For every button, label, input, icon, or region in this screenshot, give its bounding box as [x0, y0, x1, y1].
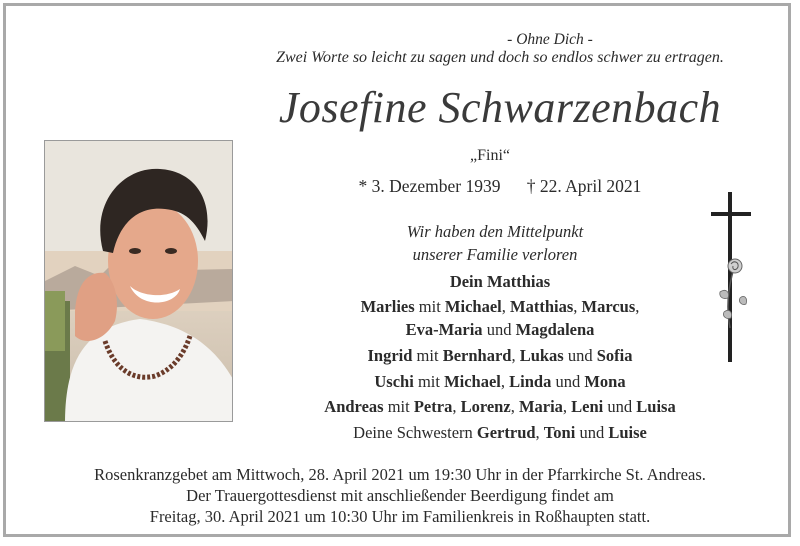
family-name: Maria	[518, 397, 563, 416]
family-connector: mit	[414, 297, 445, 316]
family-name: Magdalena	[515, 320, 595, 339]
quote-title: - Ohne Dich -	[507, 31, 593, 48]
family-line-marlies-2	[220, 320, 780, 340]
death-date: † 22. April 2021	[526, 176, 642, 196]
life-dates	[330, 176, 670, 197]
family-connector: ,	[562, 397, 572, 416]
portrait-illustration	[45, 141, 233, 422]
family-connector: ,	[501, 297, 510, 316]
family-connector: und	[575, 423, 609, 442]
family-connector: ,	[511, 346, 520, 365]
family-line-andreas	[220, 397, 780, 417]
family-name: Sofia	[596, 346, 633, 365]
family-name: Luise	[608, 423, 647, 442]
family-name: Uschi	[374, 372, 414, 391]
family-connector: und	[563, 346, 597, 365]
family-connector: ,	[452, 397, 461, 416]
family-connector: ,	[510, 397, 519, 416]
rosary-notice: Rosenkranzgebet am Mittwoch, 28. April 2021 um 19:30 Uhr in der Pfarrkirche St. Andreas.	[94, 465, 706, 484]
family-name: Marcus	[581, 297, 636, 316]
family-name: Petra	[413, 397, 453, 416]
family-line-sisters	[220, 423, 780, 443]
family-connector: mit	[413, 372, 445, 391]
family-name: Leni	[571, 397, 604, 416]
family-name: Toni	[543, 423, 576, 442]
funeral-notice-1: Der Trauergottesdienst mit anschließender Beerdigung findet am	[186, 486, 614, 505]
nickname: „Fini“	[470, 147, 510, 164]
cross-with-rose-icon	[706, 188, 756, 368]
family-name: Andreas	[324, 397, 384, 416]
family-connector: und	[603, 397, 637, 416]
family-line-uschi	[220, 372, 780, 392]
tribute-line-2: unserer Familie verloren	[412, 245, 578, 264]
family-line-matthias	[220, 272, 780, 292]
family-line-marlies	[220, 297, 780, 317]
family-connector: ,	[500, 372, 510, 391]
family-name: Bernhard	[442, 346, 512, 365]
family-connector: mit	[383, 397, 414, 416]
family-name: Luisa	[636, 397, 676, 416]
deceased-name: Josefine Schwarzenbach	[278, 83, 722, 132]
portrait-photo	[44, 140, 233, 422]
family-name: Marlies	[360, 297, 415, 316]
family-name: Michael	[444, 372, 501, 391]
family-name: Mona	[584, 372, 626, 391]
birth-date: * 3. Dezember 1939	[358, 176, 501, 196]
family-name: Michael	[444, 297, 502, 316]
quote-text: Zwei Worte so leicht zu sagen und doch so endlos schwer zu ertragen.	[276, 49, 724, 66]
family-connector: ,	[535, 423, 544, 442]
tribute-line-1: Wir haben den Mittelpunkt	[406, 222, 584, 241]
family-connector: und	[482, 320, 516, 339]
family-name: Linda	[509, 372, 552, 391]
family-line-ingrid	[220, 346, 780, 366]
family-name: Dein Matthias	[449, 272, 551, 291]
family-name: Matthias	[510, 297, 574, 316]
family-name: Eva-Maria	[405, 320, 483, 339]
family-name: Gertrud	[476, 423, 536, 442]
family-name: Lukas	[519, 346, 564, 365]
family-connector: und	[551, 372, 585, 391]
family-connector: mit	[412, 346, 443, 365]
funeral-notice-2: Freitag, 30. April 2021 um 10:30 Uhr im Familienkreis in Roßhaupten statt.	[149, 507, 651, 526]
family-connector: Deine Schwestern	[353, 423, 477, 442]
family-connector: ,	[635, 297, 640, 316]
family-connector: ,	[573, 297, 582, 316]
family-name: Ingrid	[367, 346, 413, 365]
family-name: Lorenz	[460, 397, 511, 416]
